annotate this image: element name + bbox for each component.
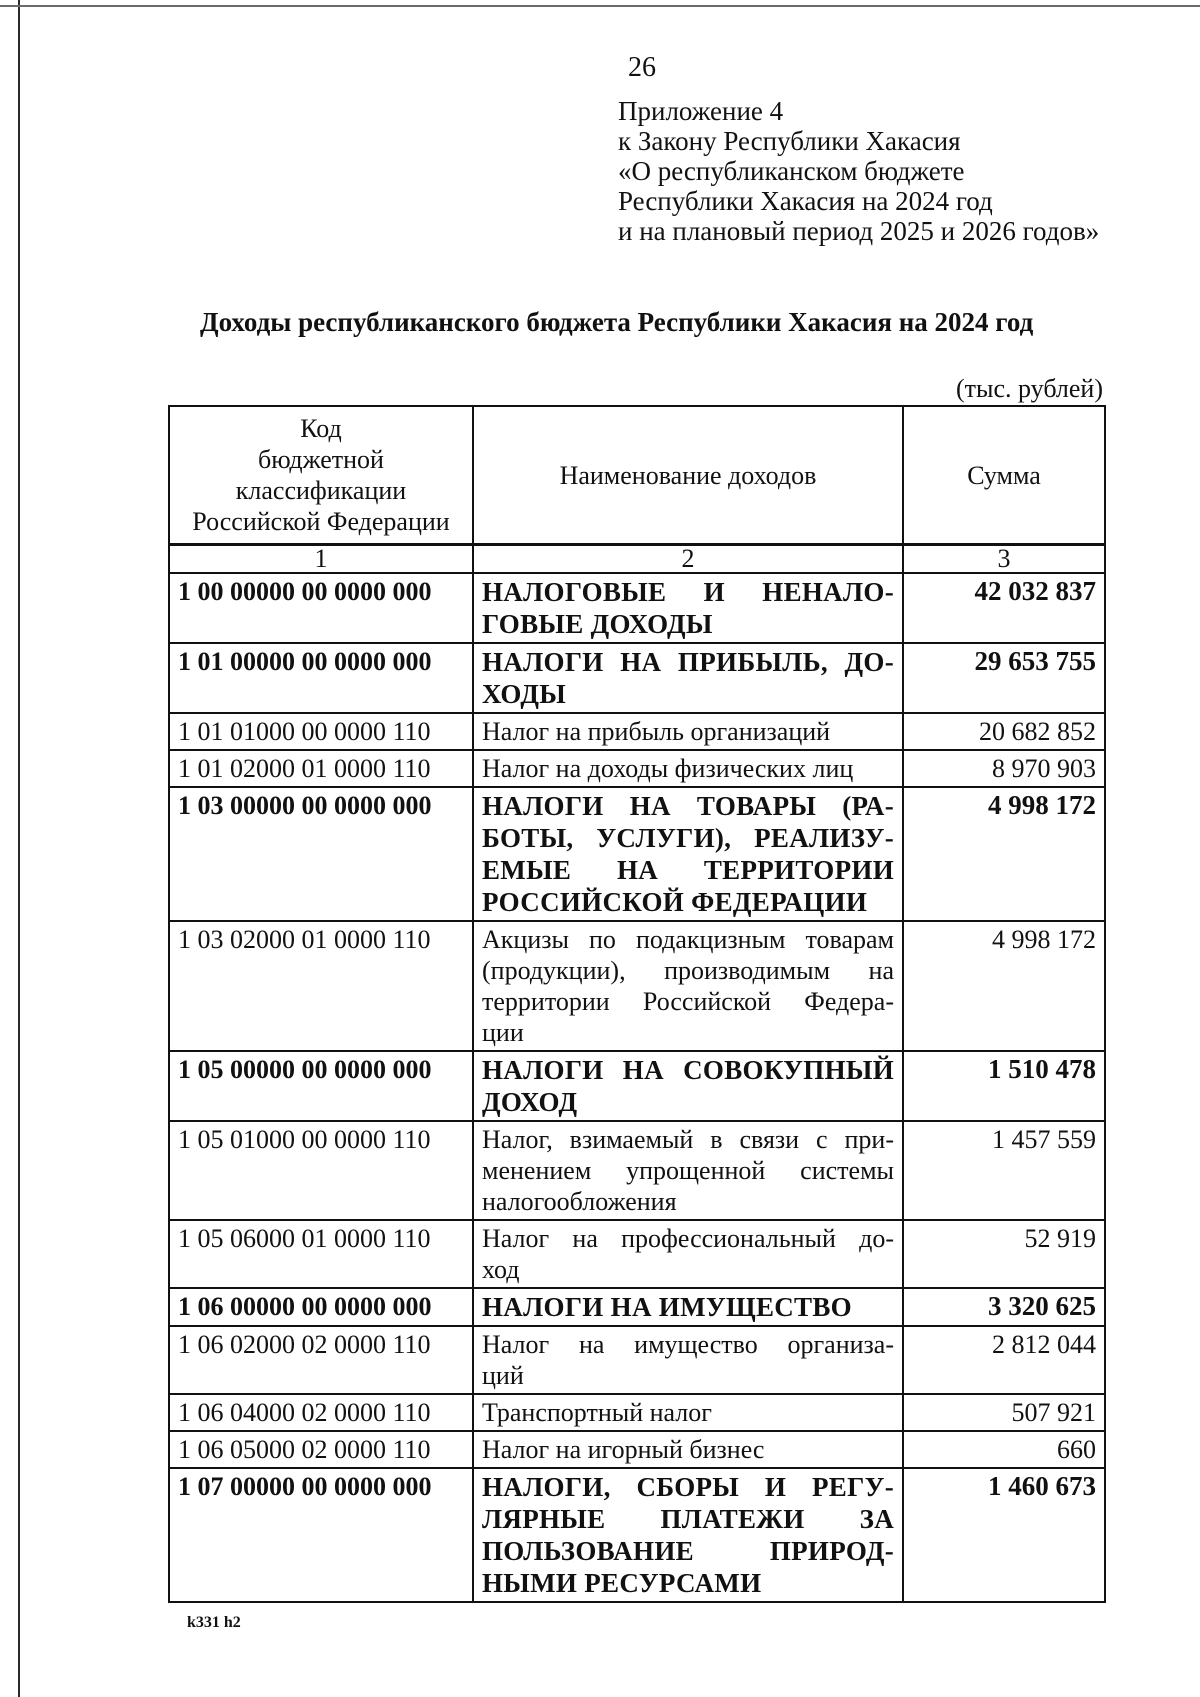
budget-code-cell: 1 05 01000 00 0000 110 xyxy=(169,1121,473,1220)
revenue-name-line: Налог на имущество организа- xyxy=(482,1330,894,1359)
budget-code-cell: 1 06 02000 02 0000 110 xyxy=(169,1326,473,1394)
table-row xyxy=(169,1431,1105,1468)
revenue-name-line: налогообложения xyxy=(482,1187,677,1216)
footer-code: k331 h2 xyxy=(187,1614,241,1631)
revenue-name-line: территории Российской Федера- xyxy=(482,987,894,1016)
table-row xyxy=(169,1051,1105,1121)
budget-code-cell: 1 06 04000 02 0000 110 xyxy=(169,1394,473,1431)
revenue-name-line: Налог на прибыль организаций xyxy=(482,717,831,746)
amount-cell: 660 xyxy=(903,1431,1105,1468)
revenue-name-cell xyxy=(473,1468,903,1602)
revenue-name-line: ход xyxy=(482,1255,520,1284)
appendix-note xyxy=(618,96,1099,246)
appendix-line: к Закону Республики Хакасия xyxy=(618,126,961,156)
amount-cell: 4 998 172 xyxy=(903,921,1105,1051)
table-row xyxy=(169,1121,1105,1220)
revenue-name-line: ции xyxy=(482,1018,524,1047)
column-number: 3 xyxy=(903,545,1105,574)
table-body xyxy=(169,573,1105,1602)
scan-border-left xyxy=(18,0,20,1697)
table-row xyxy=(169,1468,1105,1602)
revenue-name-cell xyxy=(473,573,903,643)
revenue-name-cell xyxy=(473,1326,903,1394)
revenue-name-line: Налог на профессиональный до- xyxy=(482,1224,894,1253)
budget-code-cell: 1 00 00000 00 0000 000 xyxy=(169,573,473,643)
appendix-line: Приложение 4 xyxy=(618,96,784,126)
amount-cell: 1 460 673 xyxy=(903,1468,1105,1602)
revenue-name-line: ПОЛЬЗОВАНИЕ ПРИРОД- xyxy=(482,1536,894,1566)
table-row xyxy=(169,573,1105,643)
revenue-name-line: НАЛОГИ НА ПРИБЫЛЬ, ДО- xyxy=(482,647,894,677)
budget-code-cell: 1 05 06000 01 0000 110 xyxy=(169,1220,473,1288)
revenue-name-line: ГОВЫЕ ДОХОДЫ xyxy=(482,609,713,639)
budget-code-cell: 1 06 05000 02 0000 110 xyxy=(169,1431,473,1468)
revenue-name-line: (продукции), производимым на xyxy=(482,956,894,985)
budget-code-cell: 1 03 00000 00 0000 000 xyxy=(169,787,473,921)
amount-cell: 52 919 xyxy=(903,1220,1105,1288)
revenue-name-cell xyxy=(473,1431,903,1468)
revenue-name-cell xyxy=(473,1051,903,1121)
revenue-name-line: НАЛОГИ НА СОВОКУПНЫЙ xyxy=(482,1055,894,1085)
revenue-name-cell xyxy=(473,1220,903,1288)
revenue-name-line: ЕМЫЕ НА ТЕРРИТОРИИ xyxy=(482,855,894,885)
revenue-name-line: НАЛОГИ, СБОРЫ И РЕГУ- xyxy=(482,1472,894,1502)
revenue-name-line: Налог на доходы физических лиц xyxy=(482,754,854,783)
page-number: 26 xyxy=(628,52,656,83)
appendix-line: Республики Хакасия на 2024 год xyxy=(618,186,993,216)
amount-cell: 3 320 625 xyxy=(903,1288,1105,1326)
header-name xyxy=(473,406,903,545)
revenue-name-line: менением упрощенной системы xyxy=(482,1156,894,1185)
budget-code-cell: 1 07 00000 00 0000 000 xyxy=(169,1468,473,1602)
header-sum-line: Сумма xyxy=(967,460,1041,490)
revenue-name-cell xyxy=(473,643,903,713)
header-sum xyxy=(903,406,1105,545)
amount-cell: 1 457 559 xyxy=(903,1121,1105,1220)
header-code-line: Код xyxy=(300,414,342,443)
revenue-name-line: НАЛОГИ НА ТОВАРЫ (РА- xyxy=(482,791,894,821)
revenue-name-cell xyxy=(473,750,903,787)
amount-cell: 2 812 044 xyxy=(903,1326,1105,1394)
revenue-name-line: ХОДЫ xyxy=(482,679,567,709)
document-title: Доходы республиканского бюджета Республики Хакасия на 2024 год xyxy=(200,307,1034,337)
table-header-row xyxy=(169,406,1105,545)
revenue-name-line: ций xyxy=(482,1361,524,1390)
budget-code-cell: 1 01 01000 00 0000 110 xyxy=(169,713,473,750)
budget-code-cell: 1 03 02000 01 0000 110 xyxy=(169,921,473,1051)
scan-border-top xyxy=(0,5,1200,7)
amount-cell: 1 510 478 xyxy=(903,1051,1105,1121)
revenue-table xyxy=(168,405,1106,1603)
appendix-line: «О республиканском бюджете xyxy=(618,156,965,186)
revenue-name-line: БОТЫ, УСЛУГИ), РЕАЛИЗУ- xyxy=(482,823,894,853)
revenue-name-line: Акцизы по подакцизным товарам xyxy=(482,925,894,954)
revenue-name-cell xyxy=(473,787,903,921)
revenue-name-line: НЫМИ РЕСУРСАМИ xyxy=(482,1568,762,1598)
revenue-name-cell xyxy=(473,921,903,1051)
column-number: 1 xyxy=(169,545,473,574)
table-row xyxy=(169,921,1105,1051)
amount-cell: 4 998 172 xyxy=(903,787,1105,921)
revenue-name-cell xyxy=(473,1121,903,1220)
revenue-name-cell xyxy=(473,713,903,750)
table-row xyxy=(169,1288,1105,1326)
revenue-name-line: НАЛОГОВЫЕ И НЕНАЛО- xyxy=(482,577,894,607)
revenue-name-line: РОССИЙСКОЙ ФЕДЕРАЦИИ xyxy=(482,887,868,917)
revenue-name-line: Налог на игорный бизнес xyxy=(482,1435,765,1464)
table-row xyxy=(169,1326,1105,1394)
table-row xyxy=(169,643,1105,713)
header-code-line: Российской Федерации xyxy=(192,507,450,536)
header-code-line: классификации xyxy=(235,476,407,505)
budget-code-cell: 1 06 00000 00 0000 000 xyxy=(169,1288,473,1326)
column-number: 2 xyxy=(473,545,903,574)
amount-cell: 507 921 xyxy=(903,1394,1105,1431)
units-note: (тыс. рублей) xyxy=(955,374,1103,403)
table-row xyxy=(169,1394,1105,1431)
budget-code-cell: 1 05 00000 00 0000 000 xyxy=(169,1051,473,1121)
header-code-line: бюджетной xyxy=(258,445,384,474)
amount-cell: 20 682 852 xyxy=(903,713,1105,750)
revenue-name-cell xyxy=(473,1394,903,1431)
table-row xyxy=(169,713,1105,750)
revenue-name-line: ДОХОД xyxy=(482,1087,578,1117)
amount-cell: 8 970 903 xyxy=(903,750,1105,787)
amount-cell: 42 032 837 xyxy=(903,573,1105,643)
column-number-row xyxy=(169,545,1105,574)
table-row xyxy=(169,1220,1105,1288)
budget-code-cell: 1 01 02000 01 0000 110 xyxy=(169,750,473,787)
revenue-name-line: ЛЯРНЫЕ ПЛАТЕЖИ ЗА xyxy=(482,1504,894,1534)
budget-code-cell: 1 01 00000 00 0000 000 xyxy=(169,643,473,713)
table-row xyxy=(169,787,1105,921)
table-row xyxy=(169,750,1105,787)
amount-cell: 29 653 755 xyxy=(903,643,1105,713)
revenue-name-line: Транспортный налог xyxy=(482,1398,712,1427)
revenue-name-line: Налог, взимаемый в связи с при- xyxy=(482,1125,894,1154)
header-code xyxy=(169,406,473,545)
revenue-name-cell xyxy=(473,1288,903,1326)
revenue-name-line: НАЛОГИ НА ИМУЩЕСТВО xyxy=(482,1292,852,1322)
header-name-line: Наименование доходов xyxy=(559,460,817,490)
appendix-line: и на плановый период 2025 и 2026 годов» xyxy=(618,216,1100,246)
